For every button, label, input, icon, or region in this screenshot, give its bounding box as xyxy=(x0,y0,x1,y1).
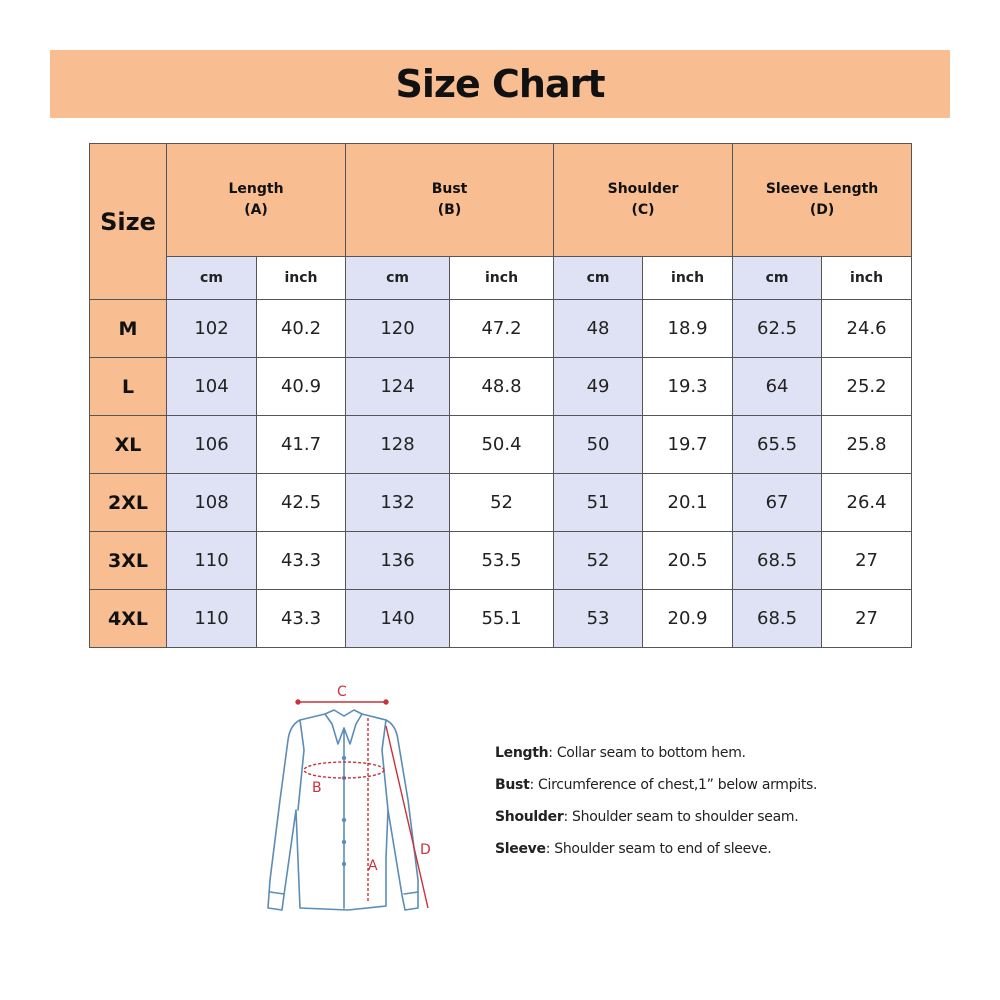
table-row xyxy=(90,416,912,474)
table-cell: 136 xyxy=(346,532,450,590)
unit-cm-shoulder: cm xyxy=(554,257,643,300)
table-cell: 104 xyxy=(167,358,257,416)
table-row xyxy=(90,300,912,358)
table-cell: 110 xyxy=(167,532,257,590)
size-label: 3XL xyxy=(90,532,167,590)
note-shoulder-term: Shoulder xyxy=(495,809,564,825)
table-cell: 48 xyxy=(554,300,643,358)
table-cell: 40.9 xyxy=(257,358,346,416)
table-cell: 128 xyxy=(346,416,450,474)
table-cell: 53 xyxy=(554,590,643,648)
table-cell: 19.3 xyxy=(643,358,733,416)
note-shoulder-text: : Shoulder seam to shoulder seam. xyxy=(563,809,799,825)
note-length-text: : Collar seam to bottom hem. xyxy=(548,745,746,761)
unit-cm-length: cm xyxy=(167,257,257,300)
table-cell: 26.4 xyxy=(822,474,912,532)
table-cell: 25.8 xyxy=(822,416,912,474)
unit-cm-bust: cm xyxy=(346,257,450,300)
table-cell: 132 xyxy=(346,474,450,532)
table-cell: 27 xyxy=(822,590,912,648)
table-cell: 110 xyxy=(167,590,257,648)
note-sleeve-text: : Shoulder seam to end of sleeve. xyxy=(545,841,772,857)
shoulder-seam-left xyxy=(298,720,304,810)
table-cell: 140 xyxy=(346,590,450,648)
table-cell: 25.2 xyxy=(822,358,912,416)
page-title: Size Chart xyxy=(395,62,605,106)
unit-inch-sleeve: inch xyxy=(822,257,912,300)
table-cell: 50 xyxy=(554,416,643,474)
table-cell: 53.5 xyxy=(450,532,554,590)
group-header-shoulder xyxy=(554,144,733,257)
size-label: M xyxy=(90,300,167,358)
note-length-term: Length xyxy=(495,745,549,761)
table-cell: 19.7 xyxy=(643,416,733,474)
unit-cm-sleeve: cm xyxy=(733,257,822,300)
group-header-shoulder-name: Shoulder xyxy=(607,181,679,197)
table-cell: 50.4 xyxy=(450,416,554,474)
table-cell: 120 xyxy=(346,300,450,358)
table-row xyxy=(90,474,912,532)
group-header-length xyxy=(167,144,346,257)
table-cell: 68.5 xyxy=(733,532,822,590)
size-label: 4XL xyxy=(90,590,167,648)
cuff-right xyxy=(404,892,418,894)
table-cell: 108 xyxy=(167,474,257,532)
group-header-sleeve-code: (D) xyxy=(809,202,835,218)
table-cell: 49 xyxy=(554,358,643,416)
table-cell: 62.5 xyxy=(733,300,822,358)
table-cell: 43.3 xyxy=(257,532,346,590)
note-bust-text: : Circumference of chest,1” below armpits. xyxy=(529,777,818,793)
unit-inch-shoulder: inch xyxy=(643,257,733,300)
size-label: 2XL xyxy=(90,474,167,532)
table-cell: 64 xyxy=(733,358,822,416)
table-row xyxy=(90,590,912,648)
measurement-notes xyxy=(495,745,915,873)
note-sleeve-term: Sleeve xyxy=(495,841,546,857)
note-bust-term: Bust xyxy=(495,777,530,793)
cuff-left xyxy=(270,892,284,894)
table-cell: 65.5 xyxy=(733,416,822,474)
table-cell: 20.5 xyxy=(643,532,733,590)
group-header-sleeve-length xyxy=(733,144,912,257)
shirt-outline xyxy=(268,714,418,910)
size-label: L xyxy=(90,358,167,416)
diagram-label-b: B xyxy=(312,780,322,796)
group-header-bust-name: Bust xyxy=(431,181,468,197)
title-banner xyxy=(50,50,950,118)
table-cell: 52 xyxy=(554,532,643,590)
diagram-label-a: A xyxy=(368,858,378,874)
diagram-label-d: D xyxy=(420,842,431,858)
table-cell: 47.2 xyxy=(450,300,554,358)
table-row xyxy=(90,532,912,590)
table-cell: 43.3 xyxy=(257,590,346,648)
table-cell: 41.7 xyxy=(257,416,346,474)
table-cell: 24.6 xyxy=(822,300,912,358)
group-header-length-name: Length xyxy=(228,181,284,197)
table-row xyxy=(90,358,912,416)
table-cell: 51 xyxy=(554,474,643,532)
group-header-sleeve-name: Sleeve Length xyxy=(765,181,879,197)
group-header-bust-code: (B) xyxy=(437,202,462,218)
table-cell: 52 xyxy=(450,474,554,532)
diagram-label-c: C xyxy=(337,684,347,700)
table-cell: 18.9 xyxy=(643,300,733,358)
unit-inch-bust: inch xyxy=(450,257,554,300)
size-label: XL xyxy=(90,416,167,474)
size-table xyxy=(89,143,912,648)
note-sleeve xyxy=(495,841,915,857)
table-cell: 102 xyxy=(167,300,257,358)
table-cell: 27 xyxy=(822,532,912,590)
unit-inch-length: inch xyxy=(257,257,346,300)
table-cell: 20.9 xyxy=(643,590,733,648)
group-header-length-code: (A) xyxy=(244,202,268,218)
table-cell: 48.8 xyxy=(450,358,554,416)
table-cell: 40.2 xyxy=(257,300,346,358)
table-cell: 124 xyxy=(346,358,450,416)
size-column-header: Size xyxy=(90,144,167,300)
table-cell: 106 xyxy=(167,416,257,474)
note-bust xyxy=(495,777,915,793)
group-header-shoulder-code: (C) xyxy=(631,202,655,218)
measure-line-d xyxy=(386,726,428,908)
shirt-diagram xyxy=(240,680,450,920)
table-cell: 20.1 xyxy=(643,474,733,532)
note-length xyxy=(495,745,915,761)
table-cell: 55.1 xyxy=(450,590,554,648)
table-cell: 68.5 xyxy=(733,590,822,648)
table-cell: 67 xyxy=(733,474,822,532)
size-rows xyxy=(90,300,912,648)
table-cell: 42.5 xyxy=(257,474,346,532)
group-header-bust xyxy=(346,144,554,257)
note-shoulder xyxy=(495,809,915,825)
